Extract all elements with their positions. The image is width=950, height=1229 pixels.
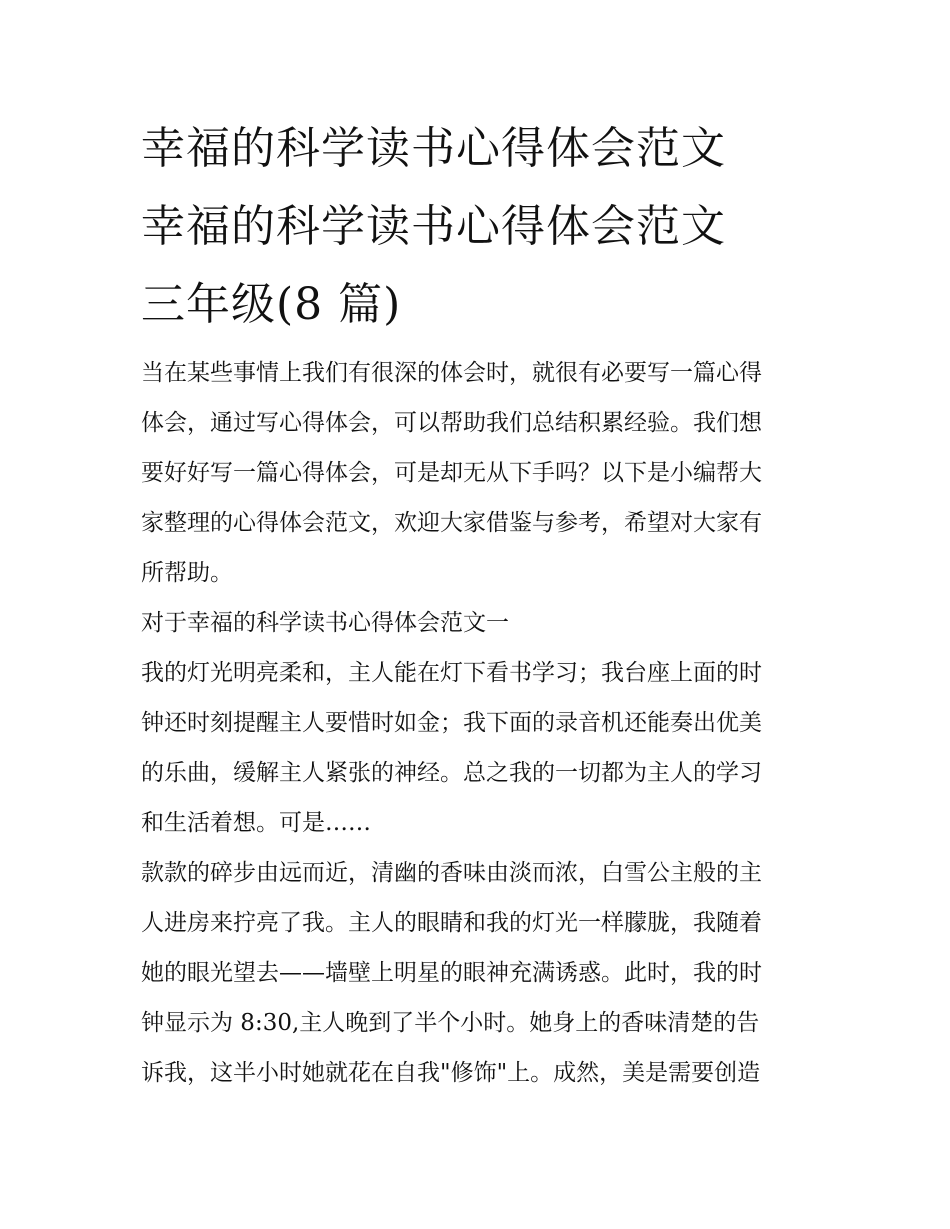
intro-line: 当在某些事情上我们有很深的体会时，就很有必要写一篇心得 — [141, 360, 762, 386]
document-title — [141, 110, 831, 344]
paragraph-line: 钟显示为 8:30,主人晚到了半个小时。她身上的香味清楚的告 — [141, 1010, 760, 1036]
paragraph-2 — [141, 848, 831, 1098]
intro-line: 要好好写一篇心得体会，可是却无从下手吗？以下是小编帮大 — [141, 460, 762, 486]
intro-line: 体会，通过写心得体会，可以帮助我们总结积累经验。我们想 — [141, 410, 762, 436]
document-page — [141, 110, 831, 1098]
paragraph-line: 款款的碎步由远而近，清幽的香味由淡而浓，白雪公主般的主 — [141, 860, 762, 886]
paragraph-line: 和生活着想。可是…… — [141, 810, 371, 836]
title-line-2: 幸福的科学读书心得体会范文 — [141, 201, 726, 252]
intro-line: 家整理的心得体会范文，欢迎大家借鉴与参考，希望对大家有 — [141, 510, 762, 536]
paragraph-1 — [141, 648, 831, 848]
document-body — [141, 348, 831, 1098]
paragraph-line: 钟还时刻提醒主人要惜时如金；我下面的录音机还能奏出优美 — [141, 710, 762, 736]
intro-paragraph — [141, 348, 831, 598]
paragraph-line: 我的灯光明亮柔和，主人能在灯下看书学习；我台座上面的时 — [141, 660, 762, 686]
paragraph-line: 的乐曲，缓解主人紧张的神经。总之我的一切都为主人的学习 — [141, 760, 762, 786]
paragraph-line: 人进房来拧亮了我。主人的眼睛和我的灯光一样朦胧，我随着 — [141, 910, 762, 936]
paragraph-line: 她的眼光望去——墙壁上明星的眼神充满诱惑。此时，我的时 — [141, 960, 762, 986]
title-line-1: 幸福的科学读书心得体会范文 — [141, 123, 726, 174]
intro-line: 所帮助。 — [141, 560, 233, 586]
paragraph-line: 诉我，这半小时她就花在自我"修饰"上。成然，美是需要创造 — [141, 1060, 761, 1086]
section-heading: 对于幸福的科学读书心得体会范文一 — [141, 610, 509, 636]
title-line-3: 三年级(8 篇) — [141, 279, 402, 330]
